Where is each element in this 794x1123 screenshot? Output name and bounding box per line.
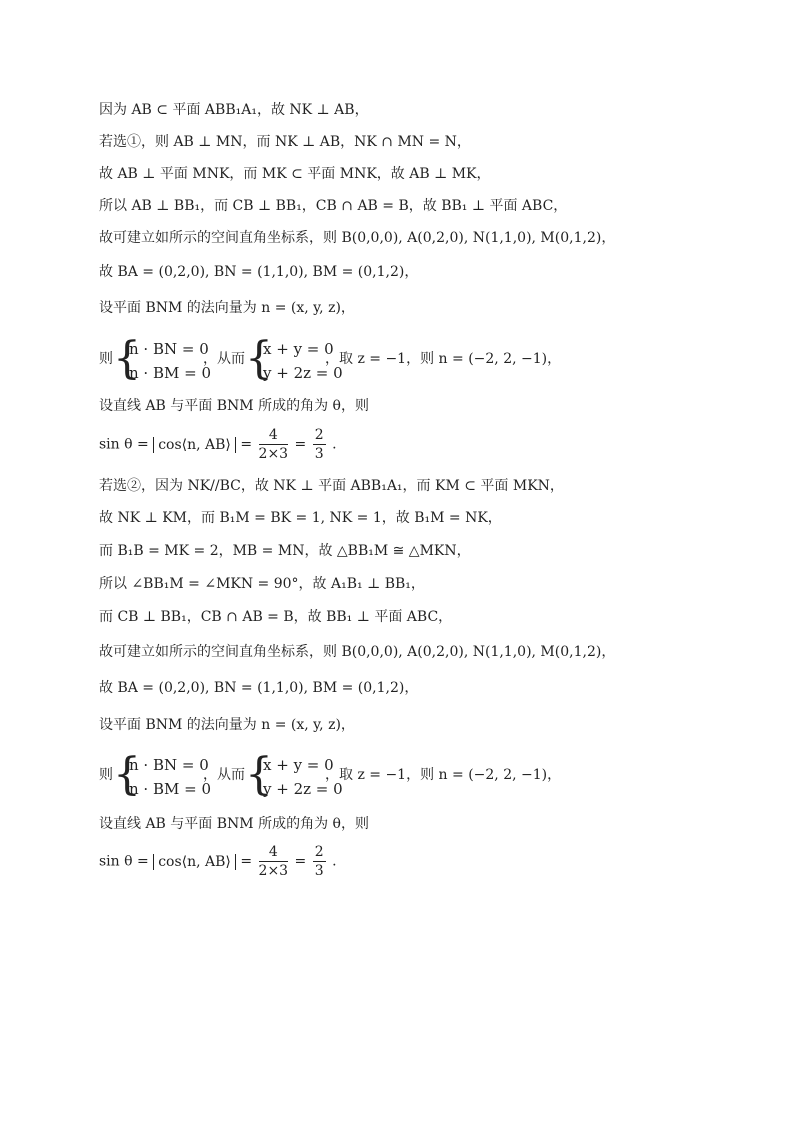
equation-system: 则 { n · BN = 0 n · BM = 0 ，从而 { x + y = 0 y + 2z = 0 ，取 z = −1，则 n = (−2, 2, −1)，: [99, 333, 562, 384]
equation-system: 则 { n · BN = 0 n · BM = 0 ，从而 { x + y = 0 y + 2z = 0 ，取 z = −1，则 n = (−2, 2, −1)，: [99, 749, 562, 800]
proof-line: 设平面 BNM 的法向量为 n = (x, y, z)，: [99, 300, 355, 316]
proof-line: 所以 AB ⊥ BB₁，而 CB ⊥ BB₁，CB ∩ AB = B，故 BB₁ ⊥ 平面 ABC，: [99, 198, 568, 214]
proof-line: 设直线 AB 与平面 BNM 所成的角为 θ，则: [99, 398, 369, 414]
proof-line: 故 BA = (0,2,0), BN = (1,1,0), BM = (0,1,2)，: [99, 680, 419, 696]
proof-line: 设平面 BNM 的法向量为 n = (x, y, z)，: [99, 717, 355, 733]
proof-line: 故 BA = (0,2,0), BN = (1,1,0), BM = (0,1,2)，: [99, 264, 419, 280]
brace-icon: {: [245, 333, 273, 384]
proof-line: 因为 AB ⊂ 平面 ABB₁A₁，故 NK ⊥ AB，: [99, 102, 369, 118]
sine-formula: sin θ = cos⟨n, AB⟩ = $\frac{4}{2\times 3}$ = $\frac{2}{3}$ .: [99, 844, 337, 879]
proof-line: 故可建立如所示的空间直角坐标系，则 B(0,0,0), A(0,2,0), N(1,1,0), M(0,1,2)，: [99, 644, 616, 660]
brace-icon: {: [245, 749, 273, 800]
proof-line: 故可建立如所示的空间直角坐标系，则 B(0,0,0), A(0,2,0), N(1,1,0), M(0,1,2)，: [99, 230, 616, 246]
proof-line: 而 CB ⊥ BB₁，CB ∩ AB = B，故 BB₁ ⊥ 平面 ABC，: [99, 609, 453, 625]
brace-icon: {: [113, 749, 141, 800]
sine-formula: sin θ = cos⟨n, AB⟩ = $\frac{4}{2\times 3}$ = $\frac{2}{3}$ .: [99, 427, 337, 462]
proof-line: 故 AB ⊥ 平面 MNK，而 MK ⊂ 平面 MNK，故 AB ⊥ MK，: [99, 166, 491, 182]
proof-line: 故 NK ⊥ KM，而 B₁M = BK = 1, NK = 1，故 B₁M = NK，: [99, 510, 502, 526]
proof-line: 若选②，因为 NK//BC，故 NK ⊥ 平面 ABB₁A₁，而 KM ⊂ 平面 MKN，: [99, 478, 564, 494]
proof-line: 而 B₁B = MK = 2，MB = MN，故 △BB₁M ≅ △MKN，: [99, 543, 471, 559]
brace-icon: {: [113, 333, 141, 384]
proof-line: 若选①，则 AB ⊥ MN，而 NK ⊥ AB，NK ∩ MN = N，: [99, 134, 471, 150]
proof-line: 所以 ∠BB₁M = ∠MKN = 90°，故 A₁B₁ ⊥ BB₁，: [99, 576, 425, 592]
proof-line: 设直线 AB 与平面 BNM 所成的角为 θ，则: [99, 816, 369, 832]
